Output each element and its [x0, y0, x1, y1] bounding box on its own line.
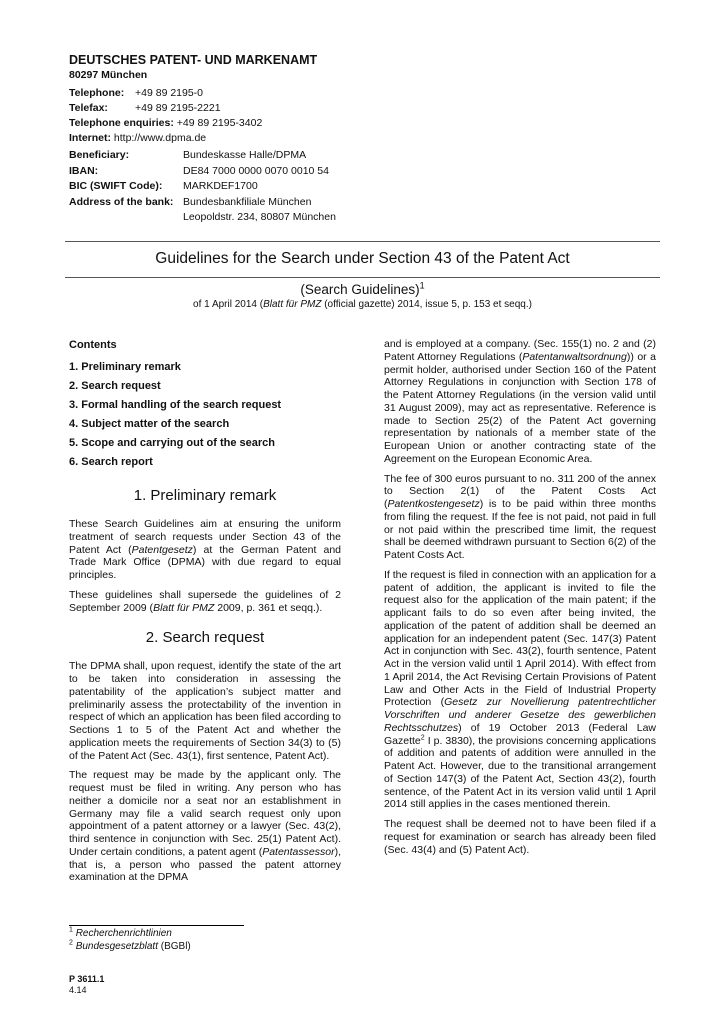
- bank-address-line2: Leopoldstr. 234, 80807 München: [183, 211, 336, 223]
- date-line: [65, 298, 660, 312]
- telephone-line: [69, 86, 469, 101]
- footnote-number: 2: [69, 939, 73, 947]
- bic-row: [69, 179, 336, 195]
- text: These Search Guidelines aim at ensuring the uniform treatment of search requests under Section 43 of the Patent Act (: [69, 518, 341, 556]
- telefax-label: Telefax:: [69, 102, 108, 114]
- document-subtitle: [65, 281, 660, 299]
- date-line-italic: Blatt für PMZ: [263, 299, 322, 310]
- footnotes: [69, 928, 191, 953]
- title-rule-bottom: [65, 277, 660, 278]
- text: ), that is, a person who passed the patent attorney examination at the DPMA: [69, 845, 341, 884]
- footnote-divider: [69, 925, 244, 926]
- toc-item[interactable]: 4. Subject matter of the search: [69, 418, 230, 430]
- text-italic: Blatt für PMZ: [153, 601, 215, 614]
- bank-address-line1: Bundesbankfiliale München: [183, 195, 312, 208]
- bank-details: [69, 148, 336, 226]
- text: ) is to be paid within three months from filing the request. If the fee is not paid, not paid in full or not paid within the prescribed time limit, the request shall be deemed withdrawn pursuant to Section 6(2) of the Patent Costs Act.: [384, 498, 656, 561]
- org-header: [69, 52, 469, 146]
- internet-link[interactable]: http://www.dpma.de: [113, 132, 207, 144]
- document-version: 4.14: [69, 985, 87, 995]
- document-number: P 3611.1: [69, 974, 105, 984]
- paragraph: [384, 473, 656, 562]
- enquiries-line: [69, 116, 469, 131]
- internet-label: Internet:: [69, 132, 111, 144]
- right-column: [384, 338, 656, 863]
- contents-title: Contents: [69, 339, 117, 351]
- enquiries-value: +49 89 2195-3402: [176, 117, 263, 129]
- toc-item[interactable]: 1. Preliminary remark: [69, 361, 181, 373]
- iban-value: DE84 7000 0000 0070 0010 54: [183, 164, 329, 177]
- iban-row: [69, 164, 336, 180]
- text: ) of 19 October 2013 (Federal Law Gazette: [384, 721, 656, 747]
- paragraph: [69, 518, 341, 582]
- telephone-label: Telephone:: [69, 87, 125, 99]
- subtitle-footnote-marker: 1: [419, 280, 425, 291]
- internet-line: [69, 131, 469, 146]
- bank-address-row: [69, 195, 336, 211]
- document-title: Guidelines for the Search under Section 43 of the Patent Act: [155, 250, 570, 267]
- footnote-number: 1: [69, 926, 73, 934]
- paragraph: [384, 338, 656, 466]
- bank-address-label: Address of the bank:: [69, 195, 174, 208]
- beneficiary-value: Bundeskasse Halle/DPMA: [183, 149, 307, 161]
- text: The request may be made by the applicant only. The request must be filed in writing. Any person who has neither a domicile nor a seat nor an establishment in Germany may file a valid search request only upon appointment of a patent attorney or a lawyer (Sec. 43(2), third sentence in conjunction with Sec. 25(1) Patent Act). Under certain conditions, a patent agent (: [69, 769, 341, 858]
- telefax-line: [69, 101, 469, 116]
- text: )) or a permit holder, authorised under Section 160 of the Patent Attorney Regulations in conjunction with Section 178 of the Patent Attorney Regulations (in the version valid until 31 August 2009), may act as representative. Reference is made to Section 25(2) of the Patent Act governing representation by nationals of a member state of the European Union or another contracting state of the Agreement on the European Economic Area.: [384, 350, 656, 465]
- enquiries-label: Telephone enquiries:: [69, 117, 174, 129]
- text: The fee of 300 euros pursuant to no. 311 200 of the annex to Section 2(1) of the Patent Costs Act (: [384, 472, 656, 510]
- text: These guidelines shall supersede the guidelines of 2 September 2009 (: [69, 588, 341, 614]
- telephone-value: +49 89 2195-0: [135, 87, 204, 99]
- paragraph: [69, 769, 341, 884]
- left-column: [69, 338, 341, 891]
- text: and is employed at a company. (Sec. 155(1) no. 2 and (2) Patent Attorney Regulations (: [384, 338, 656, 363]
- iban-label: IBAN:: [69, 164, 99, 177]
- text: ) at the German Patent and Trade Mark Office (DPMA) with due regard to equal principles.: [69, 543, 341, 581]
- paragraph: The DPMA shall, upon request, identify the state of the art to be taken into consideration in assessing the patentability of the application’s subject matter and preliminarily assess the protectability of the invention in respect of which an application has been filed according to Sections 1 to 5 of the Patent Act and whether the application meets the requirements of Section 34(3) to (5) of the Patent Act (Sec. 43(1), first sentence, Patent Act).: [69, 660, 342, 762]
- text: If the request is filed in connection with an application for a patent of addition, the applicant is invited to file the request also for the application of the main patent; if the applicant fails to do so even after being invited, the application of the patent of addition shall be deemed an application for an independent patent (Sec. 147(3) Patent Act in conjunction with Sec. 43(2), fourth sentence, Patent Act in the version valid until 1 April 2014). With effect from 1 April 2014, the Act Revising Certain Provisions of Patent Law and Other Acts in the Field of Industrial Property Protection (: [384, 568, 656, 709]
- footnote-text: Recherchenrichtlinien: [75, 928, 172, 939]
- telefax-value: +49 89 2195-2221: [135, 102, 221, 114]
- bic-value: MARKDEF1700: [183, 180, 258, 192]
- text-italic: Patentassessor: [262, 845, 335, 858]
- beneficiary-label: Beneficiary:: [69, 149, 130, 161]
- beneficiary-row: [69, 148, 336, 164]
- bic-label: BIC (SWIFT Code):: [69, 180, 163, 192]
- date-line-pre: of 1 April 2014 (: [193, 299, 264, 310]
- section-heading-search-request: 2. Search request: [145, 629, 265, 647]
- text-italic: Patentgesetz: [131, 543, 193, 556]
- toc-item[interactable]: 5. Scope and carrying out of the search: [69, 437, 275, 449]
- footnote-marker: 2: [420, 734, 425, 741]
- date-line-post: (official gazette) 2014, issue 5, p. 153 et seqq.): [321, 299, 532, 310]
- section-heading-preliminary-remark: 1. Preliminary remark: [133, 487, 277, 504]
- document-number-block: [69, 974, 104, 996]
- text-italic: Patentanwaltsordnung: [522, 350, 627, 363]
- org-city: 80297 München: [69, 69, 148, 81]
- text-italic: Gesetz zur Novellierung patentrechtlicher Vorschriften und anderer Gesetze des gewerblichen Rechtsschutzes: [384, 696, 656, 734]
- toc-item[interactable]: 6. Search report: [69, 456, 153, 468]
- text-italic: Patentkostengesetz: [387, 498, 480, 510]
- toc-item[interactable]: 3. Formal handling of the search request: [69, 399, 282, 411]
- toc-item[interactable]: 2. Search request: [69, 380, 161, 392]
- footnote-2: [69, 941, 191, 954]
- paragraph: [384, 569, 656, 811]
- footnote-text: (BGBl): [157, 940, 191, 952]
- footnote-1: [69, 928, 191, 941]
- text: 2009, p. 361 et seqq.).: [214, 601, 323, 614]
- title-rule-top: [65, 241, 660, 242]
- subtitle-text: (Search Guidelines): [300, 282, 420, 297]
- paragraph: [69, 589, 341, 615]
- footnote-text-italic: Bundesgesetzblatt: [75, 940, 158, 952]
- text: I p. 3830), the provisions concerning applications of addition and patents of addition were annulled in the Patent Act. However, due to the transitional arrangement of Section 147(3) of the Patent Act, Section 43(2), fourth sentence, of the Patent Act in its version valid until 1 April 2014 still applies in the cases mentioned therein.: [384, 734, 656, 811]
- org-name: DEUTSCHES PATENT- UND MARKENAMT: [69, 53, 318, 67]
- paragraph: The request shall be deemed not to have been filed if a request for examination or search has already been filed (Sec. 43(4) and (5) Patent Act).: [384, 818, 656, 856]
